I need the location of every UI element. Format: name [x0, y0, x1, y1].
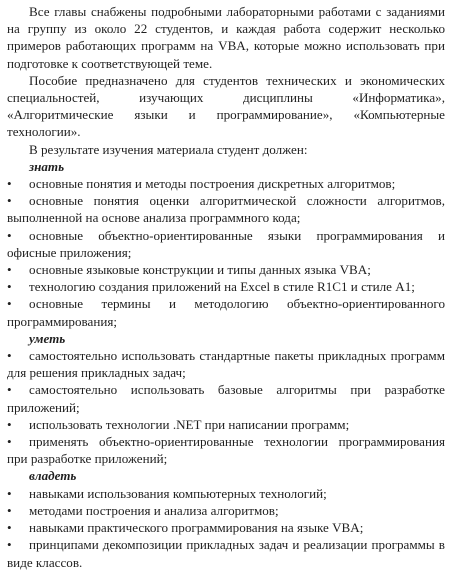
list-item: •использовать технологии .NET при написании программ;	[7, 416, 445, 433]
intro-paragraph-outcomes: В результате изучения материала студент должен:	[29, 141, 308, 157]
bullet-icon	[7, 295, 29, 312]
section-master	[7, 467, 445, 570]
section-heading-know: знать	[29, 158, 65, 174]
bullet-icon	[7, 278, 29, 295]
list-item: •методами построения и анализа алгоритмов;	[7, 502, 445, 519]
bullet-icon	[7, 347, 29, 364]
list-item: •технологию создания приложений на Excel в стиле R1C1 и стиле A1;	[7, 278, 445, 295]
intro-paragraph-audience: Пособие предназначено для студентов технических и экономических специальностей, изучающих дисциплины «Информатика», «Алгоритмические языки и программирование», «Компьютерные технологии».	[7, 72, 445, 140]
bullet-icon	[7, 175, 29, 192]
section-be-able	[7, 330, 445, 468]
bullet-icon	[7, 416, 29, 433]
list-item: •самостоятельно использовать базовые алгоритмы при разработке приложений;	[7, 381, 445, 415]
list-item: •навыками использования компьютерных технологий;	[7, 485, 445, 502]
bullet-icon	[7, 519, 29, 536]
intro-paragraph-labs: Все главы снабжены подробными лабораторными работами с заданиями на группу из около 22 студентов, и каждая работа содержит несколько примеров работающих программ на VBA, которые можно использовать при подготовке к соответствующей теме.	[7, 4, 445, 71]
bullet-icon	[7, 485, 29, 502]
list-item: •основные языковые конструкции и типы данных языка VBA;	[7, 261, 445, 278]
list-item: •основные термины и методологию объектно-ориентированного программирования;	[7, 295, 445, 329]
list-item: •навыками практического программирования на языке VBA;	[7, 519, 445, 536]
list-item: •основные объектно-ориентированные языки программирования и офисные приложения;	[7, 227, 445, 261]
bullet-icon	[7, 261, 29, 278]
bullet-icon	[7, 381, 29, 398]
bullet-icon	[7, 502, 29, 519]
section-heading-be-able: уметь	[29, 330, 66, 346]
list-item: •самостоятельно использовать стандартные пакеты прикладных программ для решения прикладных задач;	[7, 347, 445, 381]
list-item: •основные понятия и методы построения дискретных алгоритмов;	[7, 175, 445, 192]
bullet-icon	[7, 192, 29, 209]
list-item: •основные понятия оценки алгоритмической сложности алгоритмов, выполненной на основе анализа программного кода;	[7, 192, 445, 226]
section-heading-master: владеть	[29, 468, 77, 484]
section-know	[7, 158, 445, 330]
list-item: •принципами декомпозиции прикладных задач и реализации программы в виде классов.	[7, 536, 445, 570]
bullet-icon	[7, 536, 29, 553]
bullet-icon	[7, 227, 29, 244]
list-item: •применять объектно-ориентированные технологии программирования при разработке приложений;	[7, 433, 445, 467]
bullet-icon	[7, 433, 29, 450]
